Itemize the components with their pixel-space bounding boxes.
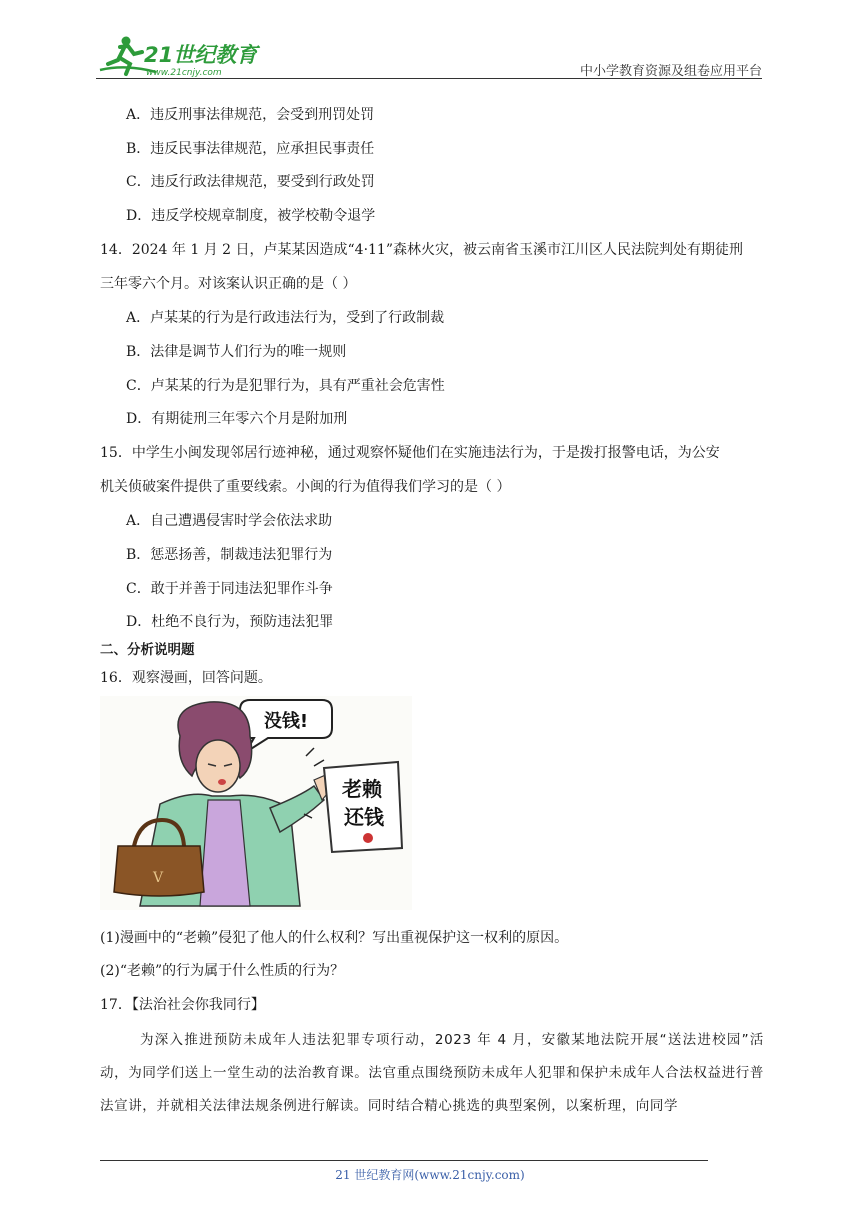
- q14-stem-line2: 三年零六个月。对该案认识正确的是（ ）: [100, 276, 357, 292]
- platform-name: 中小学教育资源及组卷应用平台: [579, 64, 762, 79]
- q16-sub2: (2)“老赖”的行为属于什么性质的行为？: [100, 963, 345, 979]
- sign-line1: 老赖: [342, 777, 382, 801]
- footer-divider: [100, 1160, 708, 1161]
- debt-sign: [324, 762, 402, 852]
- q16-sub1: (1)漫画中的“老赖”侵犯了他人的什么权利？写出重视保护这一权利的原因。: [100, 930, 569, 946]
- q13-option-d: D．违反学校规章制度，被学校勒令退学: [126, 208, 376, 224]
- q17-paragraph: 为深入推进预防未成年人违法犯罪专项行动，2023 年 4 月，安徽某地法院开展“送法进校园”活动，为同学们送上一堂生动的法治教育课。法官重点围绕预防未成年人犯罪和保护未成年人合法权益进行普法宣讲，并就相关法律法规条例进行解读。同时结合精心挑选的典型案例，以案析理，向同学: [100, 1032, 764, 1114]
- logo-url: www.21cnjy.com: [146, 68, 222, 78]
- q14-option-c: C．卢某某的行为是犯罪行为，具有严重社会危害性: [126, 378, 445, 394]
- section-title: 二、分析说明题: [100, 642, 195, 658]
- footer-text: 21 世纪教育网(www.21cnjy.com): [335, 1168, 525, 1182]
- q15-option-c: C．敢于并善于同违法犯罪作斗争: [126, 581, 333, 597]
- logo-text: 21世纪教育: [144, 43, 258, 67]
- q15-option-b: B．惩恶扬善，制裁违法犯罪行为: [126, 547, 333, 563]
- q13-option-b: B．违反民事法律规范，应承担民事责任: [126, 141, 375, 157]
- q14-option-a: A．卢某某的行为是行政违法行为，受到了行政制裁: [126, 310, 445, 326]
- q14-option-b: B．法律是调节人们行为的唯一规则: [126, 344, 347, 360]
- q15-stem-line1: 15．中学生小闽发现邻居行迹神秘，通过观察怀疑他们在实施违法行为，于是拨打报警电话，为公安: [100, 445, 720, 461]
- svg-text:V: V: [152, 870, 164, 886]
- q13-option-c: C．违反行政法律规范，要受到行政处罚: [126, 174, 375, 190]
- cartoon-image: [100, 696, 412, 910]
- q16-stem: 16．观察漫画，回答问题。: [100, 670, 272, 686]
- q13-option-a: A．违反刑事法律规范，会受到刑罚处罚: [126, 107, 375, 123]
- header-divider: [96, 78, 762, 79]
- q17-title: 17．【法治社会你我同行】: [100, 997, 265, 1013]
- page-header: [96, 34, 762, 82]
- sign-line2: 还钱: [344, 805, 384, 829]
- q15-stem-line2: 机关侦破案件提供了重要线索。小闽的行为值得我们学习的是（ ）: [100, 479, 511, 495]
- site-logo: [96, 34, 266, 80]
- q14-option-d: D．有期徒刑三年零六个月是附加刑: [126, 411, 348, 427]
- bubble-text: 没钱!: [263, 711, 309, 732]
- q15-option-d: D．杜绝不良行为，预防违法犯罪: [126, 614, 334, 630]
- q14-stem-line1: 14．2024 年 1 月 2 日，卢某某因造成“4·11”森林火灾，被云南省玉溪市江川区人民法院判处有期徒刑: [100, 242, 743, 258]
- q15-option-a: A．自己遭遇侵害时学会依法求助: [126, 513, 333, 529]
